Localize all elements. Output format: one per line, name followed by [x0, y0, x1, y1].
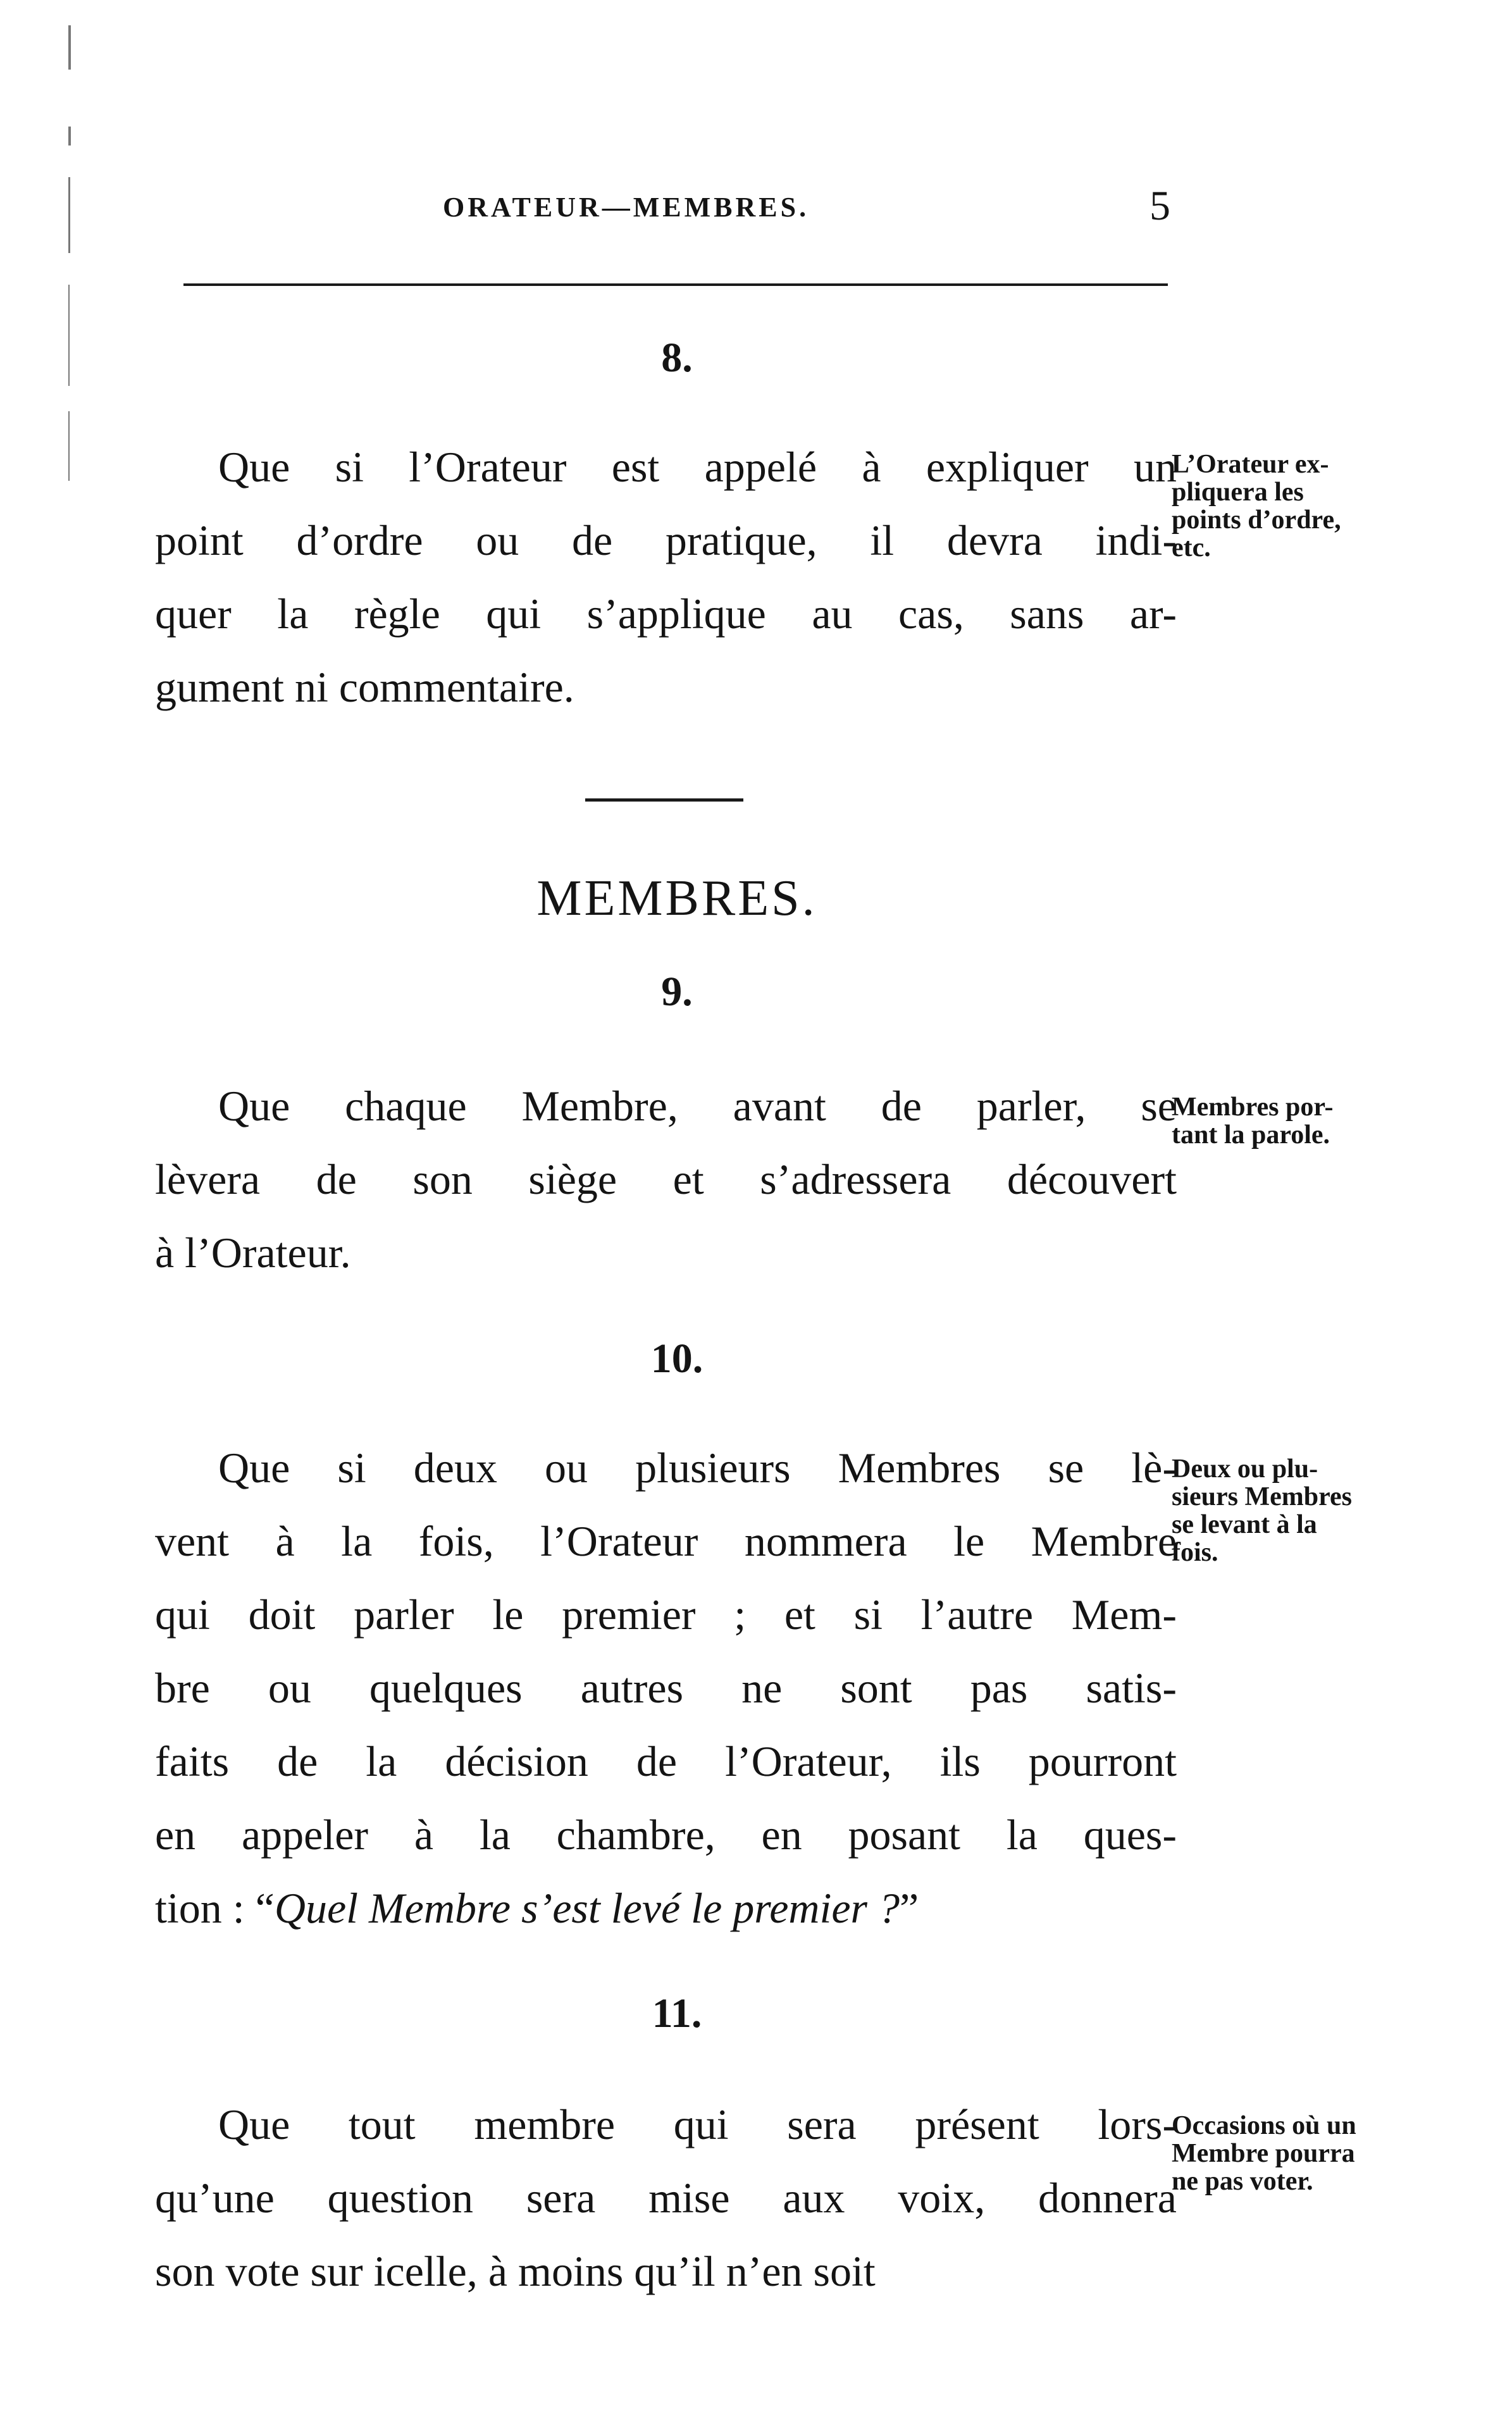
margin-note-line: Occasions où un — [1172, 2111, 1356, 2140]
margin-note-8 — [1172, 450, 1437, 562]
text-line: faits de la décision de l’Orateur, ils pourront — [155, 1737, 1177, 1785]
text-line: Que si l’Orateur est appelé à expliquer un — [218, 443, 1177, 491]
section-heading: MEMBRES. — [536, 871, 817, 926]
text-line: Que si deux ou plusieurs Membres se lè- — [218, 1444, 1177, 1492]
page-number: 5 — [1149, 183, 1170, 229]
margin-note-10 — [1172, 1455, 1437, 1566]
margin-note-line: L’Orateur ex- — [1172, 450, 1329, 479]
margin-note-line: sieurs Membres — [1172, 1482, 1352, 1511]
running-head — [183, 182, 1170, 239]
text-line: à l’Orateur. — [155, 1229, 351, 1277]
article-8-text — [155, 430, 1177, 724]
header-rule — [183, 283, 1168, 286]
text-line: point d’ordre ou de pratique, il devra indi- — [155, 516, 1177, 564]
margin-note-line: Membre pourra — [1172, 2139, 1355, 2168]
margin-note-line: points d’ordre, — [1172, 505, 1341, 535]
text-line: son vote sur icelle, à moins qu’il n’en soit — [155, 2247, 876, 2295]
scan-edge-marks — [63, 19, 89, 500]
margin-note-line: Deux ou plu- — [1172, 1454, 1318, 1484]
text-line: qu’une question sera mise aux voix, donnera — [155, 2174, 1177, 2222]
text-line — [155, 1871, 1177, 1945]
article-number-10: 10. — [650, 1336, 703, 1382]
text-line: Que chaque Membre, avant de parler, se — [218, 1082, 1177, 1130]
margin-note-line: fois. — [1172, 1538, 1218, 1567]
margin-note-line: Membres por- — [1172, 1093, 1334, 1122]
text-line: en appeler à la chambre, en posant la ques- — [155, 1811, 1177, 1859]
article-11-text — [155, 2088, 1177, 2308]
article-10-text — [155, 1431, 1177, 1945]
margin-note-11 — [1172, 2112, 1437, 2195]
margin-note-line: tant la parole. — [1172, 1120, 1330, 1150]
article-9-text — [155, 1069, 1177, 1289]
margin-note-line: ne pas voter. — [1172, 2167, 1313, 2196]
article-number-8: 8. — [661, 335, 693, 381]
quote-suffix: ” — [900, 1884, 919, 1932]
quote-prefix: tion : “ — [155, 1884, 275, 1932]
margin-note-line: etc. — [1172, 533, 1211, 562]
text-line: Que tout membre qui sera présent lors- — [218, 2100, 1177, 2148]
margin-note-9 — [1172, 1093, 1437, 1149]
text-line: gument ni commentaire. — [155, 663, 574, 711]
article-number-11: 11. — [652, 1990, 702, 2036]
text-line: vent à la fois, l’Orateur nommera le Membre — [155, 1517, 1177, 1565]
margin-note-line: pliquera les — [1172, 478, 1304, 507]
text-line: lèvera de son siège et s’adressera découvert — [155, 1155, 1177, 1203]
section-divider — [585, 798, 743, 802]
text-line: qui doit parler le premier ; et si l’autre Mem- — [155, 1590, 1177, 1639]
article-number-9: 9. — [661, 969, 693, 1015]
text-line: quer la règle qui s’applique au cas, sans ar- — [155, 590, 1177, 638]
margin-note-line: se levant à la — [1172, 1510, 1317, 1539]
quoted-question: Quel Membre s’est levé le premier ? — [274, 1884, 900, 1932]
running-head-title: ORATEUR—MEMBRES. — [443, 192, 810, 223]
text-line: bre ou quelques autres ne sont pas satis- — [155, 1664, 1177, 1712]
